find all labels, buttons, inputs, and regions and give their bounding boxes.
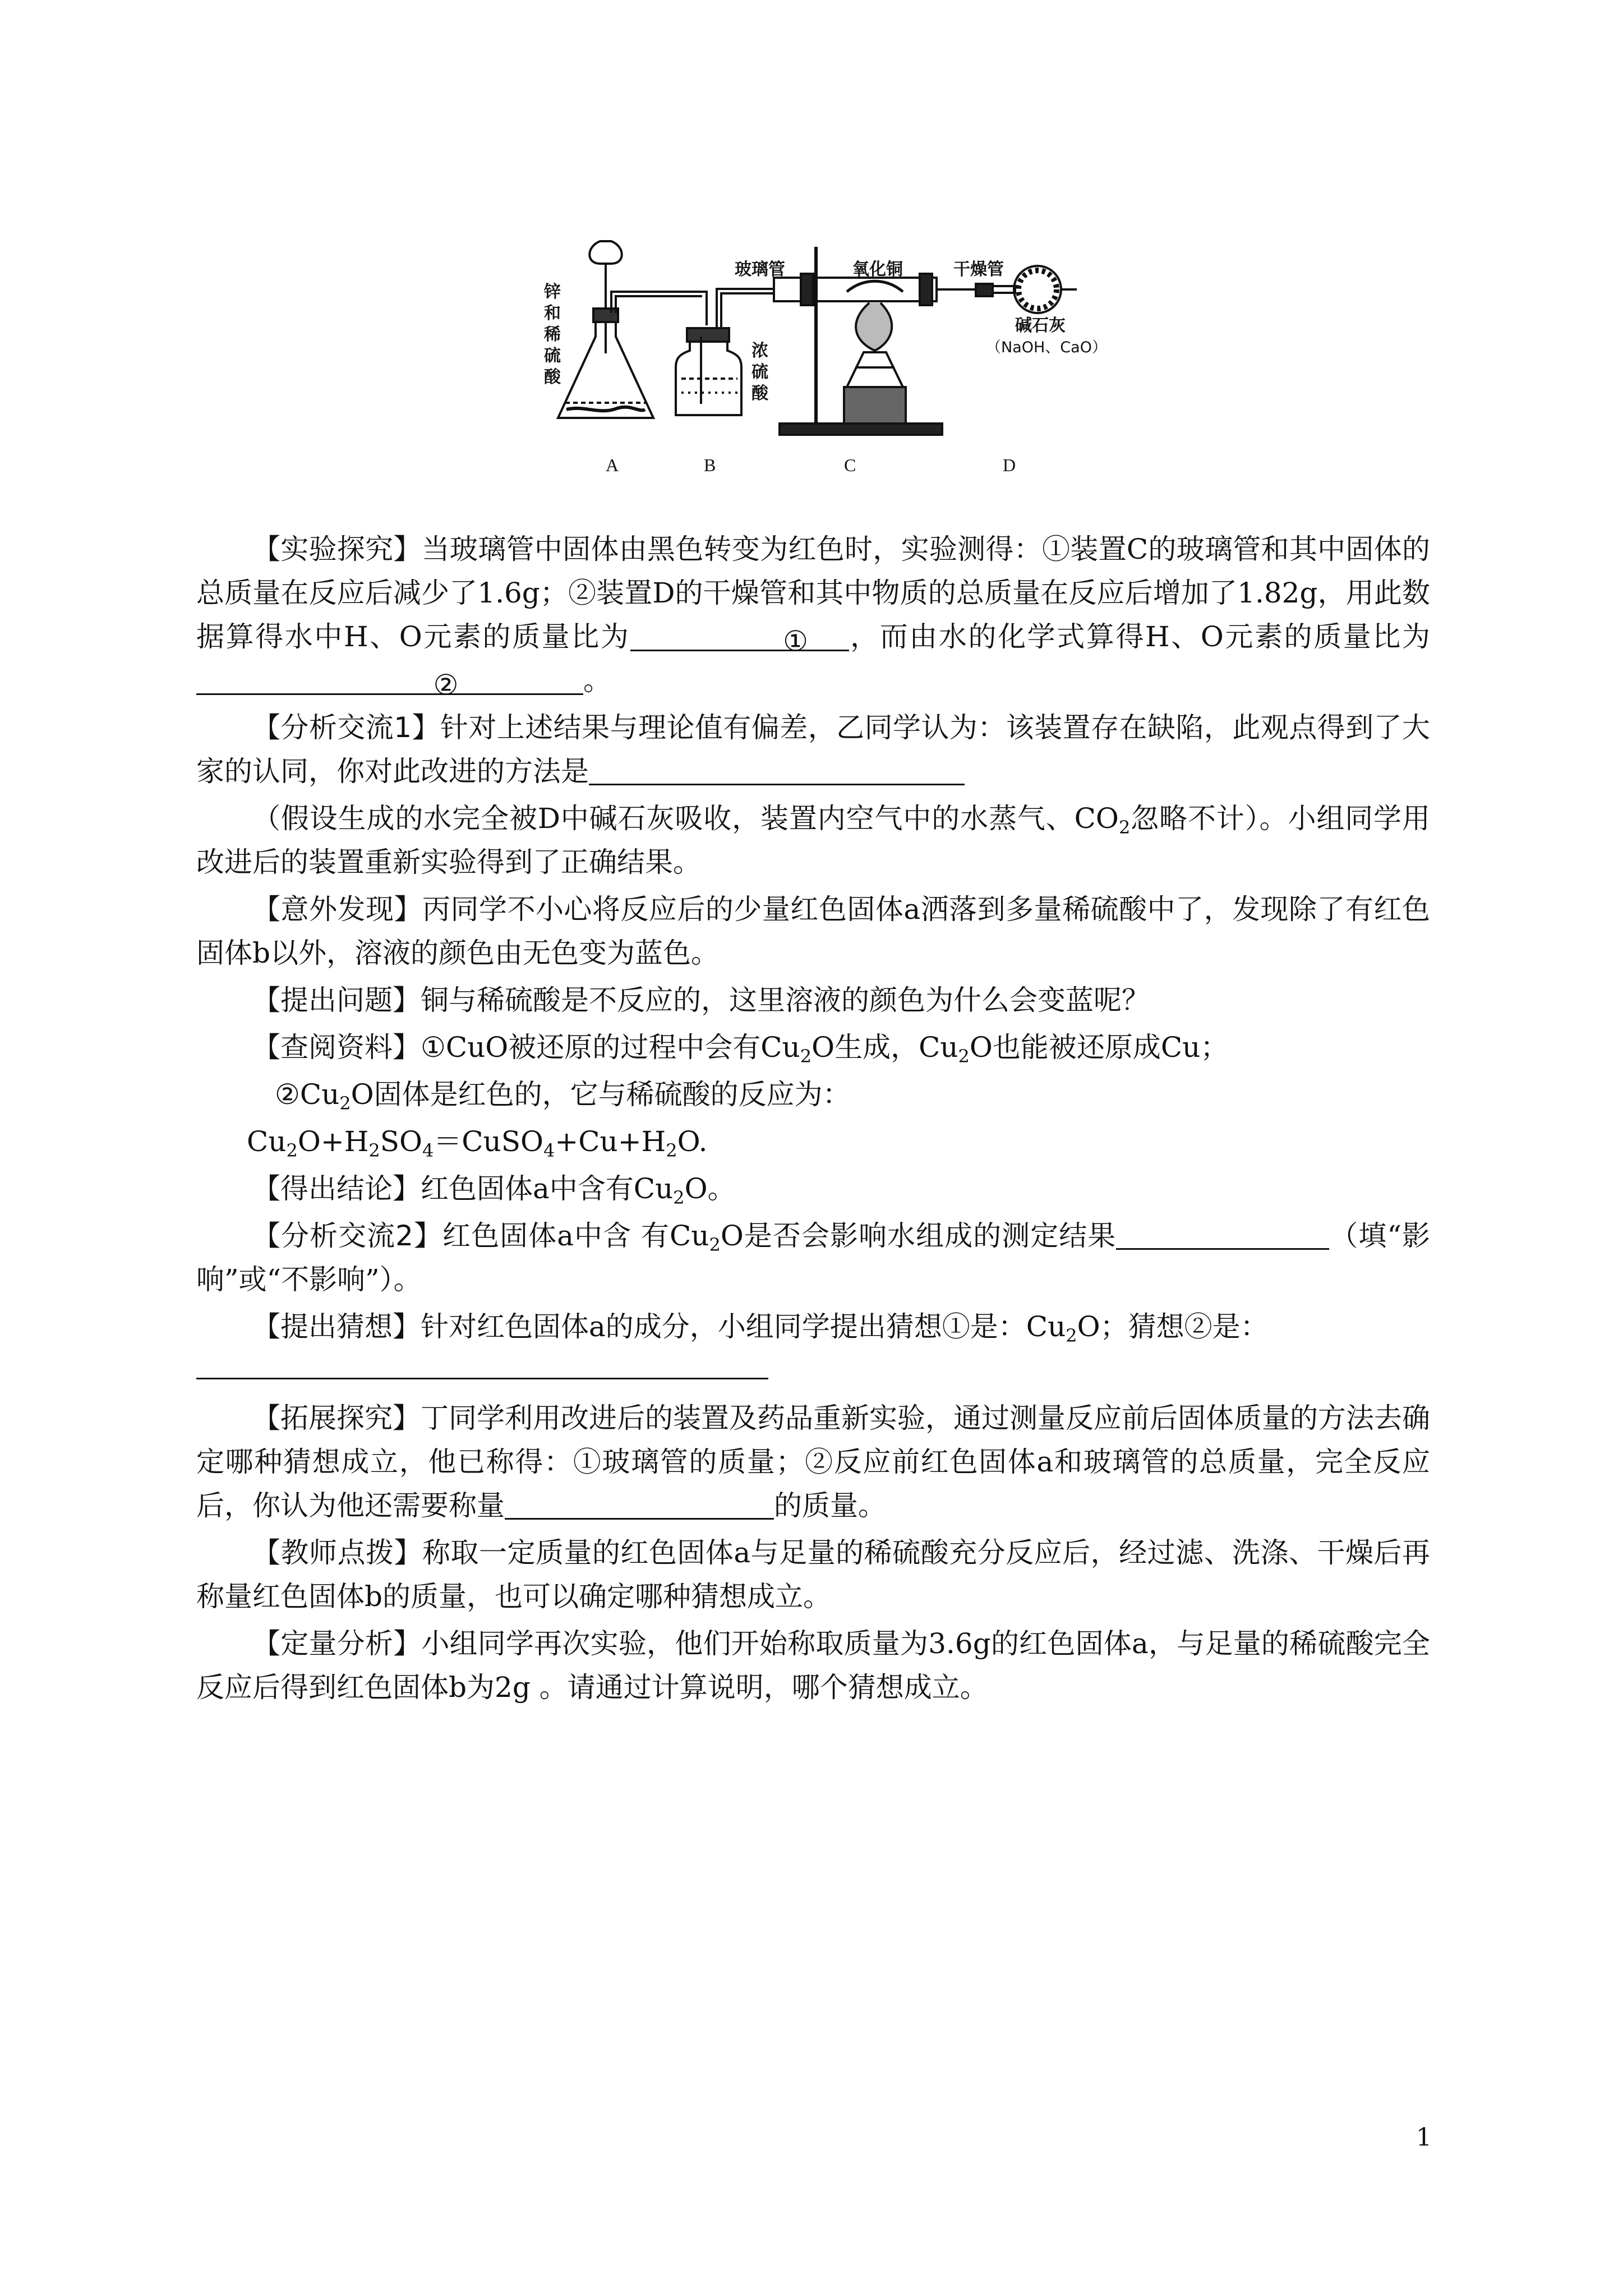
- paragraph-extension: 【拓展探究】丁同学利用改进后的装置及药品重新实验，通过测量反应前后固体质量的方法去确定哪种猜想成立，他已称得：①玻璃管的质量；②反应前红色固体a和玻璃管的总质量，完全反应后，你认为他还需要称量 的质量。: [196, 1402, 1430, 1522]
- paragraph-quantitative: 【定量分析】小组同学再次实验，他们开始称取质量为3.6g的红色固体a，与足量的稀硫酸完全反应后得到红色固体b为2g 。请通过计算说明，哪个猜想成立。: [196, 1627, 1431, 1704]
- svg-text:锌: 锌: [544, 282, 561, 302]
- question-text: [196, 527, 1430, 1713]
- section-tag: 【拓展探究】: [252, 1402, 421, 1434]
- answer-blank-3[interactable]: [589, 753, 965, 785]
- section-tag: 【提出问题】: [252, 984, 421, 1016]
- section-tag: 【意外发现】: [252, 893, 422, 926]
- section-tag: 【分析交流2】: [252, 1220, 443, 1252]
- soda-lime-formula: （NaOH、CaO）: [986, 339, 1107, 356]
- svg-text:酸: 酸: [544, 367, 561, 387]
- reaction-equation: $Cu_2O+H_2SO_4=CuSO_4+Cu+H_2O$.: [247, 1125, 708, 1161]
- page-number: 1: [1416, 2123, 1432, 2152]
- label-c: C: [844, 455, 856, 475]
- flask-a-label: [543, 282, 561, 387]
- paragraph-reference-1: 【查阅资料】①CuO被还原的过程中会有$Cu_2O$生成，$Cu_2O$也能被还原成Cu；: [252, 1031, 1229, 1067]
- copper-oxide-label: 氧化铜: [852, 260, 903, 279]
- paragraph-analysis-2: 【分析交流2】红色固体a中含 有$Cu_2O$是否会影响水组成的测定结果 （填“影响”或“不影响”）。: [196, 1214, 1430, 1301]
- answer-blank-4[interactable]: [1116, 1218, 1329, 1250]
- label-a: A: [606, 455, 619, 475]
- paragraph-experiment: 【实验探究】当玻璃管中固体由黑色转变为红色时，实验测得：①装置C的玻璃管和其中固体的总质量在反应后减少了1.6g；②装置D的干燥管和其中物质的总质量在反应后增加了1.82g，用此数据算得水中H、O元素的质量比为 ① ，而由水的化学式算得H、O元素的质量比为② 。: [196, 533, 1430, 701]
- paragraph-question: 【提出问题】铜与稀硫酸是不反应的，这里溶液的颜色为什么会变蓝呢？: [252, 984, 1150, 1016]
- svg-text:稀: 稀: [544, 325, 561, 344]
- svg-text:酸: 酸: [751, 384, 768, 403]
- svg-text:和: 和: [544, 303, 561, 323]
- answer-blank-5[interactable]: [196, 1352, 768, 1379]
- paragraph-reference-2: $②Cu_2O$固体是红色的，它与稀硫酸的反应为：: [275, 1078, 851, 1114]
- apparatus-figure: [533, 224, 1161, 488]
- glass-tube-label: 玻璃管: [735, 260, 785, 279]
- section-tag: 【查阅资料】: [252, 1031, 421, 1064]
- section-tag: 【实验探究】: [252, 533, 422, 565]
- section-tag: 【得出结论】: [252, 1172, 421, 1205]
- drying-tube-label: 干燥管: [953, 260, 1004, 279]
- bottle-b-label: [751, 341, 769, 403]
- section-tag: 【提出猜想】: [252, 1310, 421, 1343]
- section-tag: 【分析交流1】: [252, 711, 440, 744]
- label-b: B: [704, 455, 716, 475]
- paragraph-discovery: 【意外发现】丙同学不小心将反应后的少量红色固体a洒落到多量稀硫酸中了，发现除了有红色固体b以外，溶液的颜色由无色变为蓝色。: [196, 893, 1431, 969]
- paragraph-analysis-1: 【分析交流1】针对上述结果与理论值有偏差，乙同学认为：该装置存在缺陷，此观点得到了大家的认同，你对此改进的方法是: [196, 711, 1431, 788]
- paragraph-teacher-tip: 【教师点拨】称取一定质量的红色固体a与足量的稀硫酸充分反应后，经过滤、洗涤、干燥后再称量红色固体b的质量，也可以确定哪种猜想成立。: [196, 1536, 1431, 1613]
- paragraph-assumption: （假设生成的水完全被D中碱石灰吸收，装置内空气中的水蒸气、$CO_2$忽略不计）。小组同学用改进后的装置重新实验得到了正确结果。: [196, 802, 1431, 878]
- svg-text:浓: 浓: [751, 341, 768, 361]
- soda-lime-label: 碱石灰: [1015, 316, 1066, 335]
- apparatus-diagram: [533, 224, 1161, 488]
- paragraph-conclusion: 【得出结论】红色固体a中含有$Cu_2O$。: [252, 1172, 736, 1208]
- label-d: D: [1003, 455, 1016, 475]
- paragraph-hypothesis: 【提出猜想】针对红色固体a的成分，小组同学提出猜想①是：$Cu_2O$；猜想②是：: [252, 1310, 1269, 1346]
- section-tag: 【定量分析】: [252, 1627, 422, 1660]
- svg-text:硫: 硫: [544, 346, 561, 366]
- answer-blank-1[interactable]: ①: [630, 619, 849, 651]
- answer-blank-2[interactable]: ②: [196, 663, 583, 695]
- section-tag: 【教师点拨】: [252, 1536, 422, 1569]
- svg-text:硫: 硫: [751, 362, 768, 382]
- answer-blank-6[interactable]: [505, 1488, 774, 1520]
